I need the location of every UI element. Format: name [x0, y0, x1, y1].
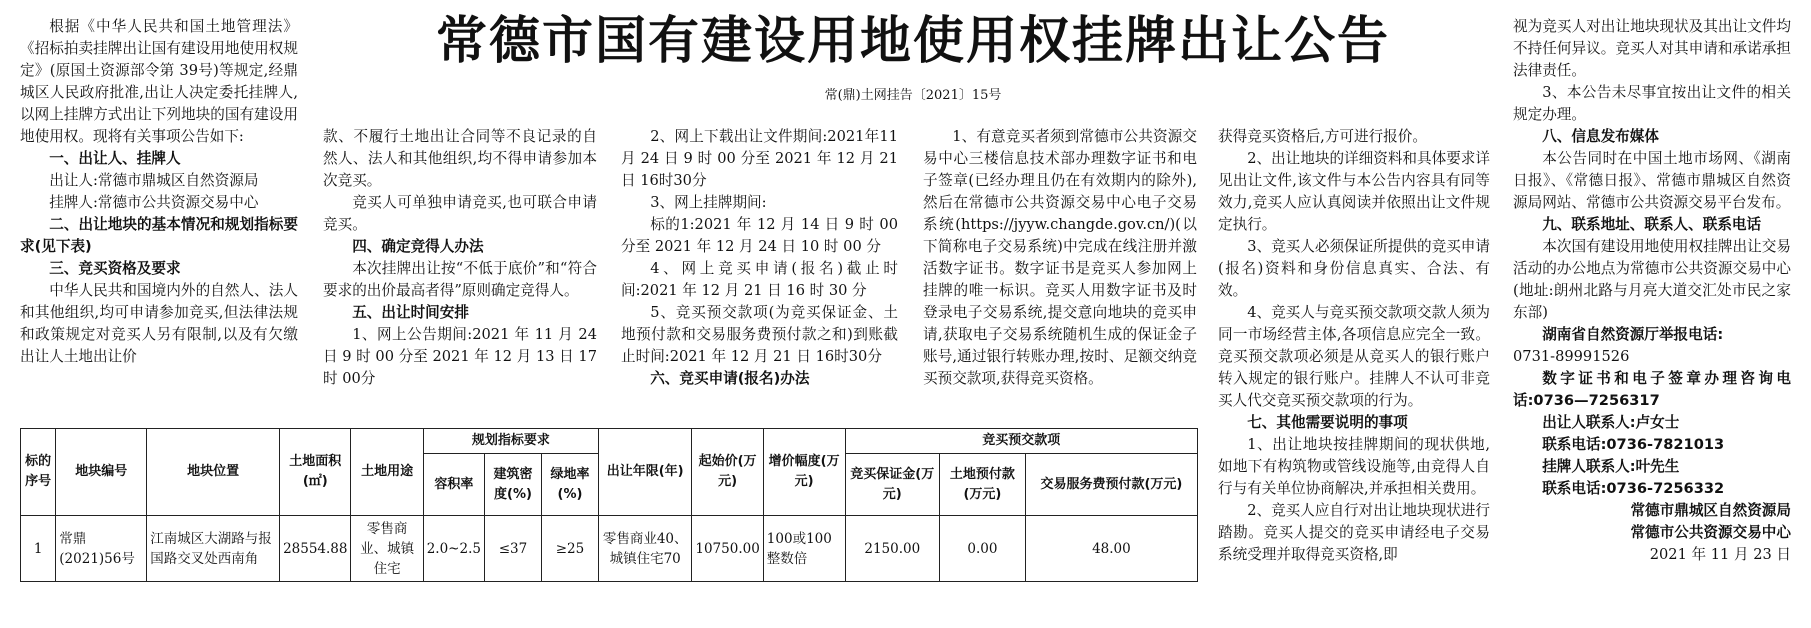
header-area: 土地面积(㎡) [280, 429, 351, 516]
column-6 [1513, 16, 1791, 566]
paragraph: 2、出让地块的详细资料和具体要求详见出让文件,该文件与本公告内容具有同等效力,竞买人应认真阅读并依照出让文件规定执行。 [1218, 150, 1490, 233]
cell-area: 28554.88 [280, 516, 351, 582]
cell-location: 江南城区大湖路与报国路交叉处西南角 [147, 516, 280, 582]
column-2 [323, 126, 597, 390]
section-heading: 出让人联系人:卢女士 [1542, 414, 1680, 431]
document-number: 常(鼎)土网挂告〔2021〕15号 [824, 88, 1002, 103]
paragraph: 标的1:2021 年 12 月 14 日 9 时 00 分至 2021 年 12 月 24 日 10 时 00 分 [621, 216, 898, 255]
cell-prepay: 0.00 [940, 516, 1026, 582]
table-header-row [21, 429, 1198, 454]
paragraph: 竞买人可单独申请竞买,也可联合申请竞买。 [323, 194, 597, 233]
header-bond: 竞买保证金(万元) [845, 454, 940, 516]
paragraph: 本公告同时在中国土地市场网、《湖南日报》、《常德日报》、常德市鼎城区自然资源局网站、常德市公共资源交易平台发布。 [1513, 150, 1791, 211]
notice-title: 常德市国有建设用地使用权挂牌出让公告 [435, 12, 1390, 71]
paragraph: 1、出让地块按挂牌期间的现状供地,如地下有构筑物或管线设施等,由竞得人自行与有关单位协商解决,并承担相关费用。 [1218, 436, 1490, 497]
cell-far: 2.0~2.5 [423, 516, 484, 582]
section-heading: 五、出让时间安排 [352, 304, 469, 321]
cell-green: ≥25 [541, 516, 598, 582]
section-heading: 八、信息发布媒体 [1542, 128, 1659, 145]
cell-density: ≤37 [484, 516, 541, 582]
cell-bond: 2150.00 [845, 516, 940, 582]
section-heading: 一、出让人、挂牌人 [49, 150, 181, 167]
cell-start-price: 10750.00 [692, 516, 763, 582]
section-heading: 常德市公共资源交易中心 [1630, 524, 1791, 541]
header-use: 土地用途 [351, 429, 423, 516]
column-5 [1218, 126, 1490, 566]
column-3 [621, 126, 898, 390]
header-far: 容积率 [423, 454, 484, 516]
cell-use: 零售商业、城镇住宅 [351, 516, 423, 582]
section-heading: 联系电话:0736-7256332 [1542, 480, 1725, 497]
header-seq: 标的序号 [21, 429, 56, 516]
header-start-price: 起始价(万元) [692, 429, 763, 516]
paragraph: 4、网上竞买申请(报名)截止时间:2021 年 12 月 21 日 16 时 30 分 [621, 260, 898, 299]
paragraph: 获得竞买资格后,方可进行报价。 [1218, 128, 1427, 145]
section-heading: 六、竞买申请(报名)办法 [650, 370, 810, 387]
paragraph: 挂牌人:常德市公共资源交易中心 [49, 194, 259, 211]
header-increment: 增价幅度(万元) [763, 429, 845, 516]
header-green: 绿地率(%) [541, 454, 598, 516]
paragraph: 根据《中华人民共和国土地管理法》《招标拍卖挂牌出让国有建设用地使用权规定》(原国土资源部令第 39号)等规定,经鼎城区人民政府批准,出让人决定委托挂牌人,以网上挂牌方式出让下列地块的国有建设用地使用权。现将有关事项公告如下: [20, 18, 298, 145]
column-4 [923, 126, 1197, 390]
paragraph: 本次国有建设用地使用权挂牌出让交易活动的办公地点为常德市公共资源交易中心(地址:朗州北路与月亮大道交汇处市民之家东部) [1513, 238, 1791, 321]
paragraph: 3、网上挂牌期间: [650, 194, 767, 211]
header-plot-number: 地块编号 [56, 429, 147, 516]
column-1 [20, 16, 298, 368]
paragraph: 2、竞买人应自行对出让地块现状进行踏勘。竞买人提交的竞买申请经电子交易系统受理并取得竞买资格,即 [1218, 502, 1490, 563]
paragraph: 2、网上下载出让文件期间:2021年11 月 24 日 9 时 00 分至 2021 年 12 月 21日 16时30分 [621, 128, 898, 189]
cell-increment: 100或100整数倍 [763, 516, 845, 582]
paragraph: 本次挂牌出让按“不低于底价”和“符合要求的出价最高者得”原则确定竞得人。 [323, 260, 597, 299]
section-heading: 联系电话:0736-7821013 [1542, 436, 1725, 453]
cell-term: 零售商业40、城镇住宅70 [598, 516, 691, 582]
section-heading: 数字证书和电子签章办理咨询电话:0736—7256317 [1513, 370, 1791, 409]
header-term: 出让年限(年) [598, 429, 691, 516]
section-heading: 九、联系地址、联系人、联系电话 [1542, 216, 1762, 233]
paragraph: 4、竞买人与竞买预交款项交款人须为同一市场经营主体,各项信息应完全一致。竞买预交款项必须是从竞买人的银行账户转入规定的银行账户。挂牌人不认可非竞买人代交竞买预交款项的行为。 [1218, 304, 1490, 409]
cell-plot-number: 常鼎(2021)56号 [56, 516, 147, 582]
header-location: 地块位置 [147, 429, 280, 516]
section-heading: 七、其他需要说明的事项 [1247, 414, 1408, 431]
paragraph: 1、有意竞买者须到常德市公共资源交易中心三楼信息技术部办理数字证书和电子签章(已经办理且仍在有效期内的除外),然后在常德市公共资源交易中心电子交易系统(https://jyyw.changde.gov.cn/)(以下简称电子交易系统)中完成在线注册并激活数字证书。数字证书是竞买人参加网上挂牌的唯一标识。竞买人用数字证书及时登录电子交易系统,提交意向地块的竞买申请,获取电子交易系统随机生成的保证金子账号,通过银行转账办理,按时、足额交纳竞买预交款项,获得竞买资格。 [923, 128, 1197, 387]
paragraph: 5、竞买预交款项(为竞买保证金、土地预付款和交易服务费预付款之和)到账截止时间:2021 年 12 月 21 日 16时30分 [621, 304, 898, 365]
section-heading: 三、竞买资格及要求 [49, 260, 181, 277]
section-heading: 二、出让地块的基本情况和规划指标要求(见下表) [20, 216, 298, 255]
paragraph: 3、竞买人必须保证所提供的竞买申请(报名)资料和身份信息真实、合法、有效。 [1218, 238, 1490, 299]
paragraph: 视为竞买人对出让地块现状及其出让文件均不持任何异议。竞买人对其申请和承诺承担法律责任。 [1513, 18, 1791, 79]
paragraph: 0731-89991526 [1513, 348, 1630, 365]
cell-seq: 1 [21, 516, 56, 582]
paragraph: 1、网上公告期间:2021 年 11 月 24日 9 时 00 分至 2021 年 12 月 13 日 17 时 00分 [323, 326, 597, 387]
header-density: 建筑密度(%) [484, 454, 541, 516]
header-planning: 规划指标要求 [423, 429, 598, 454]
cell-fee: 48.00 [1025, 516, 1197, 582]
header-fee: 交易服务费预付款(万元) [1025, 454, 1197, 516]
paragraph: 出让人:常德市鼎城区自然资源局 [49, 172, 259, 189]
section-heading: 常德市鼎城区自然资源局 [1630, 502, 1791, 519]
paragraph: 款、不履行土地出让合同等不良记录的自然人、法人和其他组织,均不得申请参加本次竞买。 [323, 128, 597, 189]
header-prepay: 土地预付款(万元) [940, 454, 1026, 516]
table-row [21, 516, 1198, 582]
paragraph: 3、本公告未尽事宜按出让文件的相关规定办理。 [1513, 84, 1791, 123]
section-heading: 四、确定竞得人办法 [352, 238, 484, 255]
header-deposit: 竞买预交款项 [845, 429, 1197, 454]
section-heading: 湖南省自然资源厅举报电话: [1542, 326, 1724, 343]
paragraph: 中华人民共和国境内外的自然人、法人和其他组织,均可申请参加竞买,但法律法规和政策规定对竞买人另有限制,以及有欠缴出让人土地出让价 [20, 282, 298, 365]
section-heading: 挂牌人联系人:叶先生 [1542, 458, 1680, 475]
land-parcel-table [20, 428, 1198, 582]
paragraph: 2021 年 11 月 23 日 [1649, 546, 1791, 563]
